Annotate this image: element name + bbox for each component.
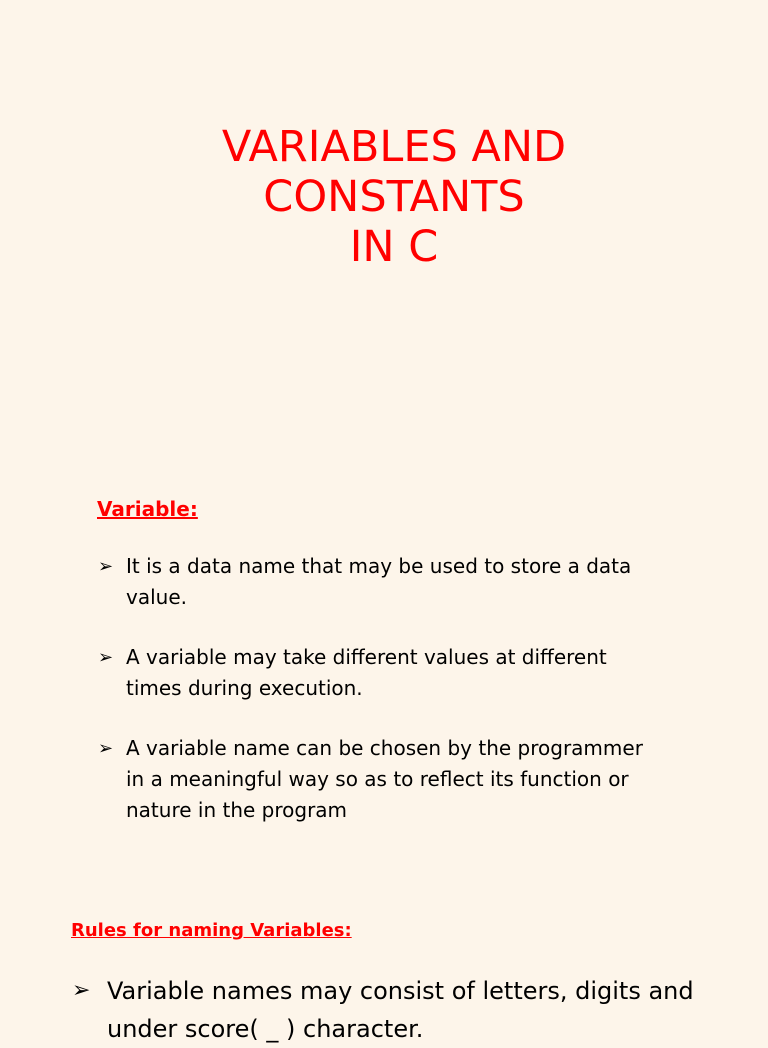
title-line-3: IN C	[349, 222, 439, 272]
arrow-bullet-icon: ➢	[98, 556, 114, 577]
list-item	[98, 642, 658, 704]
page-title	[0, 122, 768, 272]
title-line-2: CONSTANTS	[263, 172, 525, 222]
variable-bullet-list	[98, 551, 658, 855]
arrow-bullet-icon: ➢	[98, 738, 114, 759]
list-item	[98, 551, 658, 613]
list-item-text: It is a data name that may be used to store a data value.	[126, 554, 632, 609]
title-line-1: VARIABLES AND	[221, 122, 567, 172]
list-item-text: A variable name can be chosen by the programmer in a meaningful way so as to reflect its function or nature in the program	[126, 736, 643, 822]
list-item	[72, 972, 762, 1048]
list-item-text: Variable names may consist of letters, digits and under score( _ ) character.	[107, 977, 694, 1043]
arrow-bullet-icon: ➢	[72, 978, 91, 1003]
list-item	[98, 733, 658, 826]
list-item-text: A variable may take different values at different times during execution.	[126, 645, 607, 700]
rules-bullet-list	[72, 972, 762, 1048]
rules-heading: Rules for naming Variables:	[71, 920, 352, 941]
arrow-bullet-icon: ➢	[98, 647, 114, 668]
variable-heading: Variable:	[97, 497, 198, 521]
